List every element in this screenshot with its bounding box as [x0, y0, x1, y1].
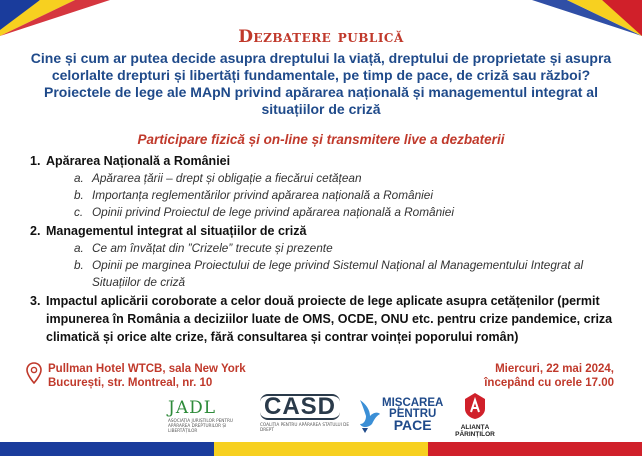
mp-line2: PENTRU: [389, 407, 437, 420]
subtitle-line: celorlalte drepturi și libertăți fundamentale, pe timp de pace, de criză sau război?: [51, 67, 591, 83]
location-pin-icon: [26, 362, 42, 384]
event-hour: începând cu orele 17.00: [484, 377, 614, 389]
venue-block: [26, 362, 246, 390]
ap-line2: PĂRINȚILOR: [455, 431, 495, 438]
item-text: Opinii privind Proiectul de lege privind apărarea națională a României: [92, 205, 454, 219]
item-text: Ce am învățat din ”Crizele” trecute și prezente: [92, 241, 333, 255]
jadl-logo: [168, 398, 248, 433]
agenda-item: [30, 204, 620, 221]
subtitle-line: situațiilor de criză: [261, 101, 381, 117]
venue-address: București, str. Montreal, nr. 10: [48, 377, 213, 389]
item-letter: b.: [74, 188, 84, 202]
section-title: Apărarea Națională a României: [46, 154, 231, 168]
item-text: Opinii pe marginea Proiectului de lege privind Sistemul Național al Managementului Integrat al Situațiilor de criză: [92, 258, 584, 289]
agenda-item: [30, 187, 620, 204]
casd-caption: COALIȚIA PENTRU APĂRAREA STATULUI DE DREPT: [260, 422, 350, 432]
agenda-section: [30, 292, 620, 346]
miscarea-pentru-pace-logo: [356, 394, 444, 434]
flag-bottom-stripe: [0, 442, 642, 456]
subtitle-line: Cine și cum ar putea decide asupra dreptului la viață, dreptului de proprietate și asupra: [30, 50, 612, 66]
dove-icon: [356, 394, 382, 434]
event-time: [484, 362, 614, 390]
section-title: Managementul integrat al situațiilor de criză: [46, 224, 307, 238]
casd-logo: [260, 394, 355, 432]
tagline: Participare fizică și on-line și transmitere live a dezbaterii: [137, 132, 505, 147]
section-title: Impactul aplicării coroborate a celor două proiecte de lege aplicate asupra cetățenilor (permit impunerea în România a deciziilor luate de OMS, OCDE, ONU etc. pentru crize pandemice, criza climatică și orice alte crize, fără consultarea și contrar voinței poporului român): [46, 294, 613, 344]
item-letter: a.: [74, 171, 84, 185]
agenda-item: [30, 257, 620, 291]
item-letter: a.: [74, 241, 84, 255]
event-date: Miercuri, 22 mai 2024,: [495, 363, 614, 375]
page-title: Dezbatere publică: [238, 27, 404, 47]
item-letter: c.: [74, 205, 84, 219]
agenda-item: [30, 240, 620, 257]
section-number: 3.: [30, 294, 41, 308]
agenda-section: [30, 152, 620, 221]
section-number: 2.: [30, 224, 41, 238]
section-number: 1.: [30, 154, 41, 168]
ap-line1: ALIANȚA: [460, 424, 490, 431]
agenda-section: [30, 222, 620, 291]
mp-line1: MIȘCAREA: [382, 396, 444, 409]
item-text: Importanța reglementărilor privind apărarea națională a României: [92, 188, 433, 202]
jadl-wordmark: JADL: [168, 398, 217, 418]
alianta-mark-icon: [464, 392, 486, 420]
mp-line3: PACE: [393, 416, 432, 433]
subtitle-line: Proiectele de lege ale MApN privind apărarea națională și managementul integrat al: [44, 84, 598, 100]
casd-wordmark: CASD: [260, 394, 340, 420]
item-letter: b.: [74, 258, 84, 272]
venue-name: Pullman Hotel WTCB, sala New York: [48, 363, 246, 375]
subtitle: [30, 50, 612, 118]
partner-logos: [0, 390, 642, 438]
alianta-parintilor-logo: [450, 392, 500, 438]
agenda-item: [30, 170, 620, 187]
item-text: Apărarea țării – drept și obligație a fiecărui cetățean: [92, 171, 362, 185]
jadl-caption: ASOCIAȚIA JURIȘTILOR PENTRU APĂRAREA DREPTURILOR ȘI LIBERTĂȚILOR: [168, 418, 233, 433]
agenda: [30, 152, 620, 347]
